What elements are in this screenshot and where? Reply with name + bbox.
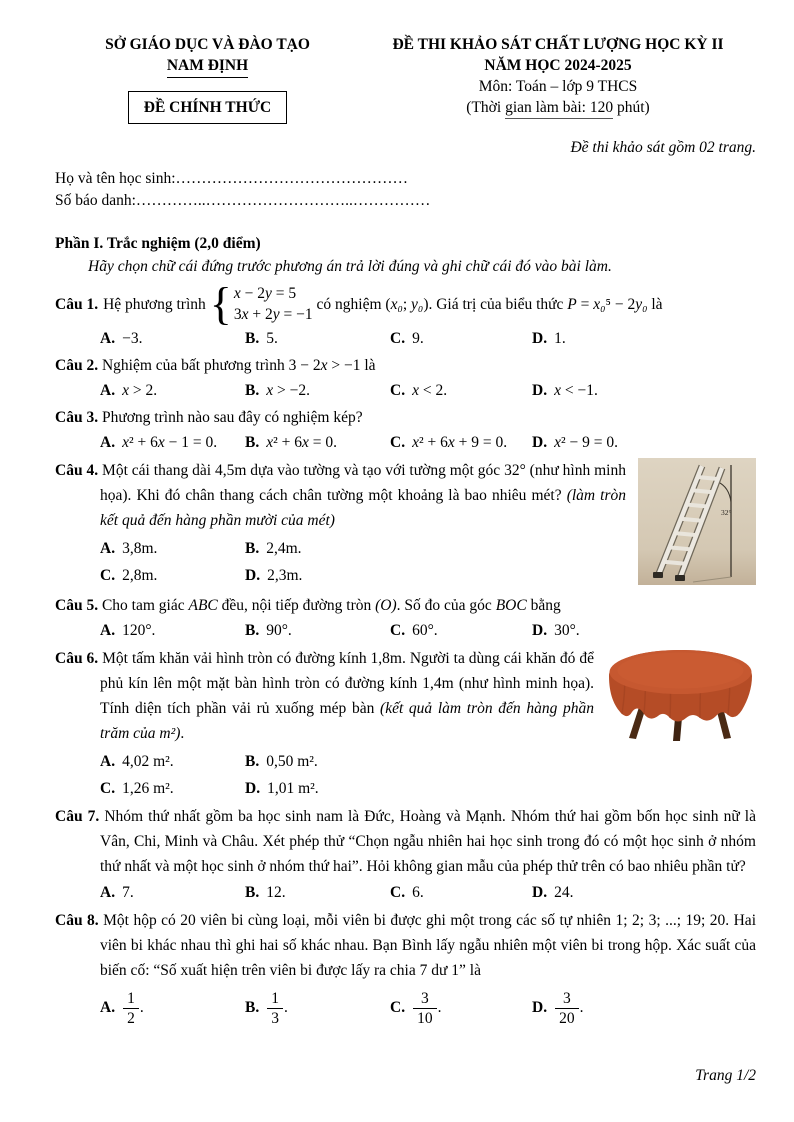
part1-instruction: Hãy chọn chữ cái đứng trước phương án trả lời đúng và ghi chữ cái đó vào bài làm. bbox=[88, 258, 612, 275]
option-a: A. 4,02 m². bbox=[100, 753, 174, 770]
equation-system: x − 2y = 5 3x + 2y = −1 bbox=[233, 285, 313, 323]
table-image bbox=[606, 646, 756, 749]
option-c: C. x < 2. bbox=[390, 382, 448, 399]
school-year: NĂM HỌC 2024-2025 bbox=[484, 57, 632, 74]
question-2-options bbox=[55, 379, 756, 402]
option-d: D. 2,3m. bbox=[245, 567, 303, 584]
option-a: A. x > 2. bbox=[100, 382, 158, 399]
option-b: B. $\frac{1}{3}$ . bbox=[245, 990, 288, 1027]
option-b: B. x > −2. bbox=[245, 382, 310, 399]
fraction: $\frac{1}{2}$ bbox=[123, 989, 139, 1028]
department-name: SỞ GIÁO DỤC VÀ ĐÀO TẠO bbox=[105, 36, 310, 53]
option-b: B. x² + 6x = 0. bbox=[245, 434, 338, 451]
question-label: Câu 1. bbox=[55, 295, 99, 313]
option-c: C. 60°. bbox=[390, 622, 438, 639]
question-label: Câu 4. bbox=[55, 462, 99, 479]
question-3-options bbox=[55, 431, 756, 454]
option-c: C. $\frac{3}{10}$ . bbox=[390, 990, 442, 1027]
option-d: D. 24. bbox=[532, 884, 574, 901]
question-4-text: Câu 4. Một cái thang dài 4,5m dựa vào tường và tạo với tường một góc 32° (như hình minh họa). Khi đó chân thang cách chân tường một khoảng là bao nhiêu mét? (làm tròn kết quả đến hàng phần mười của mét) bbox=[55, 462, 627, 529]
official-exam-box-wrap bbox=[55, 78, 360, 124]
official-exam-box: ĐỀ CHÍNH THỨC bbox=[128, 91, 287, 124]
question-7 bbox=[55, 804, 756, 904]
question-7-text: Câu 7. Nhóm thứ nhất gồm ba học sinh nam là Đức, Hoàng và Mạnh. Nhóm thứ hai gồm bốn học sinh nữ là Vân, Chi, Minh và Châu. Xét phép thử “Chọn ngẫu nhiên hai học sinh trong đó có một học sinh ở nhóm thứ nhất và một học sinh ở nhóm thứ hai”. Hỏi không gian mẫu của phép thử trên có bao nhiêu phần tử? bbox=[55, 808, 756, 875]
exam-title: ĐỀ THI KHẢO SÁT CHẤT LƯỢNG HỌC KỲ II bbox=[392, 36, 724, 53]
ladder-image bbox=[638, 458, 756, 590]
fraction: $\frac{3}{10}$ bbox=[413, 989, 437, 1028]
student-id-line: Số báo danh:…………..………………………..…………… bbox=[55, 192, 431, 209]
fraction: $\frac{3}{20}$ bbox=[555, 989, 579, 1028]
question-1-text: Câu 1. Hệ phương trình { x − 2y = 5 3x + 2y = −1 có nghiệm (x₀; y₀) . Giá trị của biểu thức P = x₀⁵ − 2y₀ là bbox=[55, 278, 663, 330]
angle-label: 32° bbox=[721, 508, 732, 517]
question-6-text: Câu 6. Một tấm khăn vải hình tròn có đường kính 1,8m. Người ta dùng cái khăn đó để phủ kín lên một mặt bàn hình tròn có đường kính 1,4m (như hình minh họa). Tính diện tích phần vải rủ xuống mép bàn (kết quả làm tròn đến hàng phần trăm của m²). bbox=[55, 650, 594, 742]
option-b: B. 2,4m. bbox=[245, 540, 302, 557]
duration-line: (Thời gian làm bài: 120 phút) bbox=[360, 97, 756, 118]
option-a: A. 7. bbox=[100, 884, 134, 901]
province-name: NAM ĐỊNH bbox=[55, 55, 360, 78]
question-8-text: Câu 8. Một hộp có 20 viên bi cùng loại, mỗi viên bi được ghi một trong các số tự nhiên 1; 2; 3; ...; 19; 20. Hai viên bi khác nhau thì ghi hai số khác nhau. Bạn Bình lấy ngẫu nhiên một viên bi trong hộp. Xác suất của biến cố: “Số xuất hiện trên viên bi được lấy ra chia 7 dư 1” là bbox=[55, 912, 756, 979]
option-a: A. x² + 6x − 1 = 0. bbox=[100, 434, 218, 451]
question-4 bbox=[55, 458, 756, 590]
question-7-options bbox=[55, 881, 756, 904]
question-5-options bbox=[55, 619, 756, 642]
question-3-text: Câu 3. Phương trình nào sau đây có nghiệm kép? bbox=[55, 409, 363, 426]
question-label: Câu 2. bbox=[55, 357, 99, 374]
page-footer: Trang 1/2 bbox=[695, 1067, 756, 1084]
option-d: D. 1,01 m². bbox=[245, 780, 319, 797]
option-d: D. $\frac{3}{20}$ . bbox=[532, 990, 584, 1027]
question-5-text: Câu 5. Cho tam giác ABC đều, nội tiếp đường tròn (O). Số đo của góc BOC bằng bbox=[55, 597, 561, 614]
question-3 bbox=[55, 406, 756, 454]
option-c: C. 6. bbox=[390, 884, 424, 901]
question-2-text: Câu 2. Nghiệm của bất phương trình 3 − 2x > −1 là bbox=[55, 357, 376, 374]
question-8 bbox=[55, 908, 756, 1028]
question-label: Câu 5. bbox=[55, 597, 99, 614]
question-label: Câu 6. bbox=[55, 650, 99, 667]
option-d: D. x < −1. bbox=[532, 382, 598, 399]
header bbox=[55, 34, 756, 124]
option-b: B. 90°. bbox=[245, 622, 292, 639]
option-b: B. 5. bbox=[245, 330, 278, 347]
student-info bbox=[55, 168, 756, 212]
question-1-options bbox=[55, 327, 756, 350]
option-b: B. 12. bbox=[245, 884, 286, 901]
option-a: A. 3,8m. bbox=[100, 540, 158, 557]
question-label: Câu 3. bbox=[55, 409, 99, 426]
student-name-line: Họ và tên học sinh:……………………………………… bbox=[55, 170, 409, 187]
question-6 bbox=[55, 646, 756, 800]
option-c: C. 2,8m. bbox=[100, 567, 158, 584]
option-c: C. 1,26 m². bbox=[100, 780, 174, 797]
question-2 bbox=[55, 354, 756, 402]
option-d: D. x² − 9 = 0. bbox=[532, 434, 618, 451]
system-brace: { bbox=[209, 278, 232, 330]
option-c: C. x² + 6x + 9 = 0. bbox=[390, 434, 508, 451]
question-label: Câu 8. bbox=[55, 912, 99, 929]
question-1 bbox=[55, 278, 756, 350]
fraction: $\frac{1}{3}$ bbox=[267, 989, 283, 1028]
header-left bbox=[55, 34, 360, 124]
option-c: C. 9. bbox=[390, 330, 424, 347]
question-4-main bbox=[55, 458, 638, 587]
question-5 bbox=[55, 594, 756, 642]
pages-note: Đề thi khảo sát gồm 02 trang. bbox=[570, 139, 756, 156]
part1-title: Phần I. Trắc nghiệm (2,0 điểm) bbox=[55, 235, 261, 252]
question-8-options bbox=[55, 989, 756, 1028]
option-b: B. 0,50 m². bbox=[245, 753, 318, 770]
option-a: A. −3. bbox=[100, 330, 143, 347]
header-right bbox=[360, 34, 756, 124]
option-a: A. $\frac{1}{2}$ . bbox=[100, 990, 144, 1027]
question-label: Câu 7. bbox=[55, 808, 100, 825]
question-4-options bbox=[55, 537, 626, 587]
question-6-options bbox=[55, 750, 594, 800]
question-6-main bbox=[55, 646, 606, 800]
option-d: D. 30°. bbox=[532, 622, 580, 639]
option-a: A. 120°. bbox=[100, 622, 156, 639]
option-d: D. 1. bbox=[532, 330, 566, 347]
subject-line: Môn: Toán – lớp 9 THCS bbox=[478, 78, 638, 95]
